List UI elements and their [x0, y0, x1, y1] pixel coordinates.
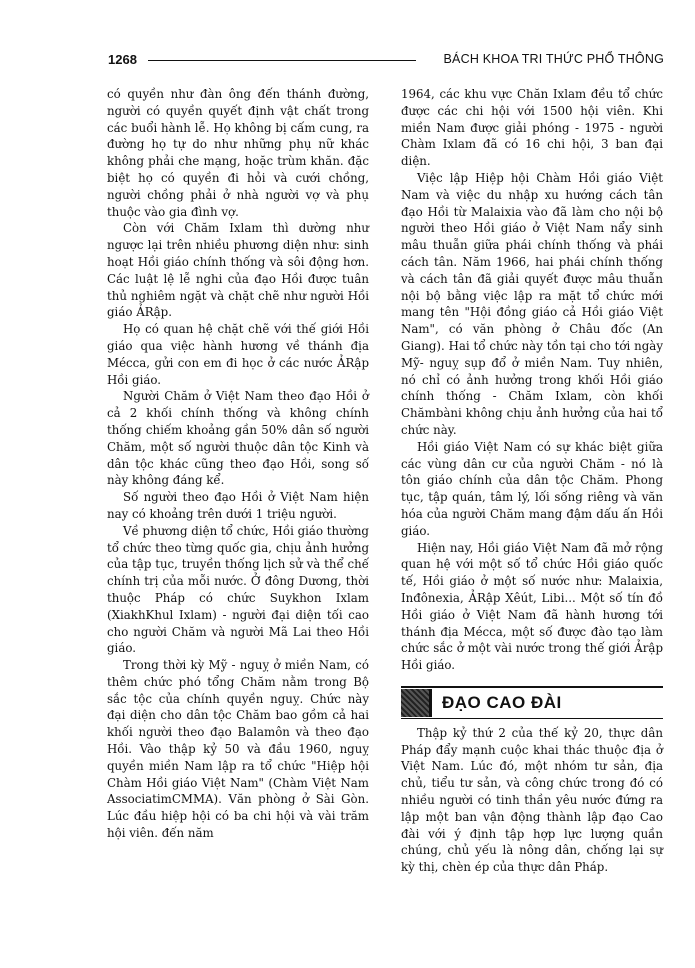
paragraph: Việc lập Hiệp hội Chàm Hồi giáo Việt Nam và việc du nhập xu hướng cách tân đạo Hồi từ Malaixia vào đã làm cho nội bộ người theo Hồi giáo ở Việt Nam nẩy sinh mâu thuẫn giữa phái chính thống và phái cách tân. Năm 1966, hai phái chính thống và cách tân đã giải quyết được mâu thuẫn nội bộ bằng việc lập ra mặt tổ chức mới mang tên "Hội đồng giáo cả Hồi giáo Việt Nam", có văn phòng ở Châu đốc (An Giang). Hai tổ chức này tồn tại cho tới ngày Mỹ- nguỵ sụp đổ ở miền Nam. Tuy nhiên, nó chỉ có ảnh hưởng trong khối Hồi giáo chính thống - Chăm Ixlam, còn khối Chămbàni không chịu ảnh hưởng của hai tổ chức này. [401, 170, 663, 437]
paragraph: Số người theo đạo Hồi ở Việt Nam hiện nay có khoảng trên dưới 1 triệu người. [107, 490, 369, 521]
paragraph: Về phương diện tổ chức, Hồi giáo thường tổ chức theo từng quốc gia, chịu ảnh hưởng của tập tục, truyền thống lịch sử và thể chế chính trị của mỗi nước. Ở đông Dương, thời thuộc Pháp có chức Suykhon Ixlam (XiakhKhul Ixlam) - người đại diện tối cao cho người Chăm và người Mã Lai theo Hồi giáo. [107, 523, 369, 656]
section-title: ĐẠO CAO ĐÀI [442, 692, 562, 712]
header-rule [148, 60, 416, 61]
paragraph: Hiện nay, Hồi giáo Việt Nam đã mở rộng quan hệ với một số tổ chức Hồi giáo quốc tế, Hồi giáo ở một số nước như: Malaixia, Inđônexia, ẢRập Xêút, Libi... Một số tín đồ Hồi giáo ở Việt Nam đã hành hương tới thánh địa Mécca, một số được đào tạo làm chức sắc ở một vài nước trong thế giới Ảrập Hồi giáo. [401, 540, 663, 673]
paragraph: Họ có quan hệ chặt chẽ với thế giới Hồi giáo qua việc hành hương về thánh địa Mécca, gửi con em đi học ở các nước ẢRập Hồi giáo. [107, 322, 369, 387]
section-heading [401, 686, 663, 719]
running-head: BÁCH KHOA TRI THỨC PHỔ THÔNG [443, 52, 664, 66]
paragraph: Trong thời kỳ Mỹ - nguỵ ở miền Nam, có thêm chức phó tổng Chăm nằm trong Bộ sắc tộc của chính quyền nguỵ. Chức này đại diện cho dân tộc Chăm bao gồm cả hai khối người theo đạo Balamôn và theo đạo Hồi. Vào thập kỷ 50 và đầu 1960, nguỵ quyền miền Nam lập ra tổ chức "Hiệp hội Chàm Hồi giáo Việt Nam" (Chàm Việt Nam AssociatimCMMA). Văn phòng ở Sài Gòn. Lúc đầu hiệp hội có ba chi hội và vài trăm hội viên. đến năm [107, 658, 369, 841]
paragraph: 1964, các khu vực Chăn Ixlam đều tổ chức được các chi hội với 1500 hội viên. Khi miền Nam được giải phóng - 1975 - người Chàm Ixlam đã có 16 chi hội, 3 ban đại diện. [401, 87, 663, 169]
left-column [107, 86, 369, 842]
paragraph: Người Chăm ở Việt Nam theo đạo Hồi ở cả 2 khối chính thống và không chính thống chiếm khoảng gần 50% dân số người Chăm, một số người thuộc dân tộc Kinh và dân tộc khác cũng theo đạo Hồi, song số này không đáng kể. [107, 389, 369, 488]
paragraph: Thập kỷ thứ 2 của thế kỷ 20, thực dân Pháp đẩy mạnh cuộc khai thác thuộc địa ở Việt Nam. Lúc đó, một nhóm tư sản, địa chủ, tiểu tư sản, và công chức trong đó có nhiều người có tinh thần yêu nước đứng ra lập một ban vận động thành lập đạo Cao đài với ý định tập hợp lực lượng quần chúng, chủ yếu là nông dân, chống lại sự kỳ thị, chèn ép của thực dân Pháp. [401, 725, 663, 875]
paragraph: có quyền như đàn ông đến thánh đường, người có quyền quyết định vật chất trong các buổi hành lễ. Họ không bị cấm cung, ra đường họ tự do như những phụ nữ khác không phải che mạng, hoặc trùm khăn. đặc biệt họ có quyền đi hỏi và cưới chồng, người chồng phải ở nhà người vợ và phụ thuộc vào gia đình vợ. [107, 87, 369, 219]
page-number: 1268 [108, 52, 137, 67]
paragraph: Còn với Chăm Ixlam thì dường như ngược lại trên nhiều phương diện như: sinh hoạt Hồi giáo chính thống và sôi động hơn. Các luật lệ lễ nghi của đạo Hồi được tuân thủ nghiêm ngặt và chặt chẽ như người Hồi giáo ẢRập. [107, 221, 369, 320]
section-marker-icon [401, 689, 432, 717]
right-column [401, 86, 663, 876]
paragraph: Hồi giáo Việt Nam có sự khác biệt giữa các vùng dân cư của người Chăm - nó là tôn giáo chính của dân tộc Chăm. Phong tục, tập quán, tâm lý, lối sống riêng và văn hóa của người Chăm mang đậm dấu ấn Hồi giáo. [401, 439, 663, 538]
page-header [108, 52, 664, 68]
